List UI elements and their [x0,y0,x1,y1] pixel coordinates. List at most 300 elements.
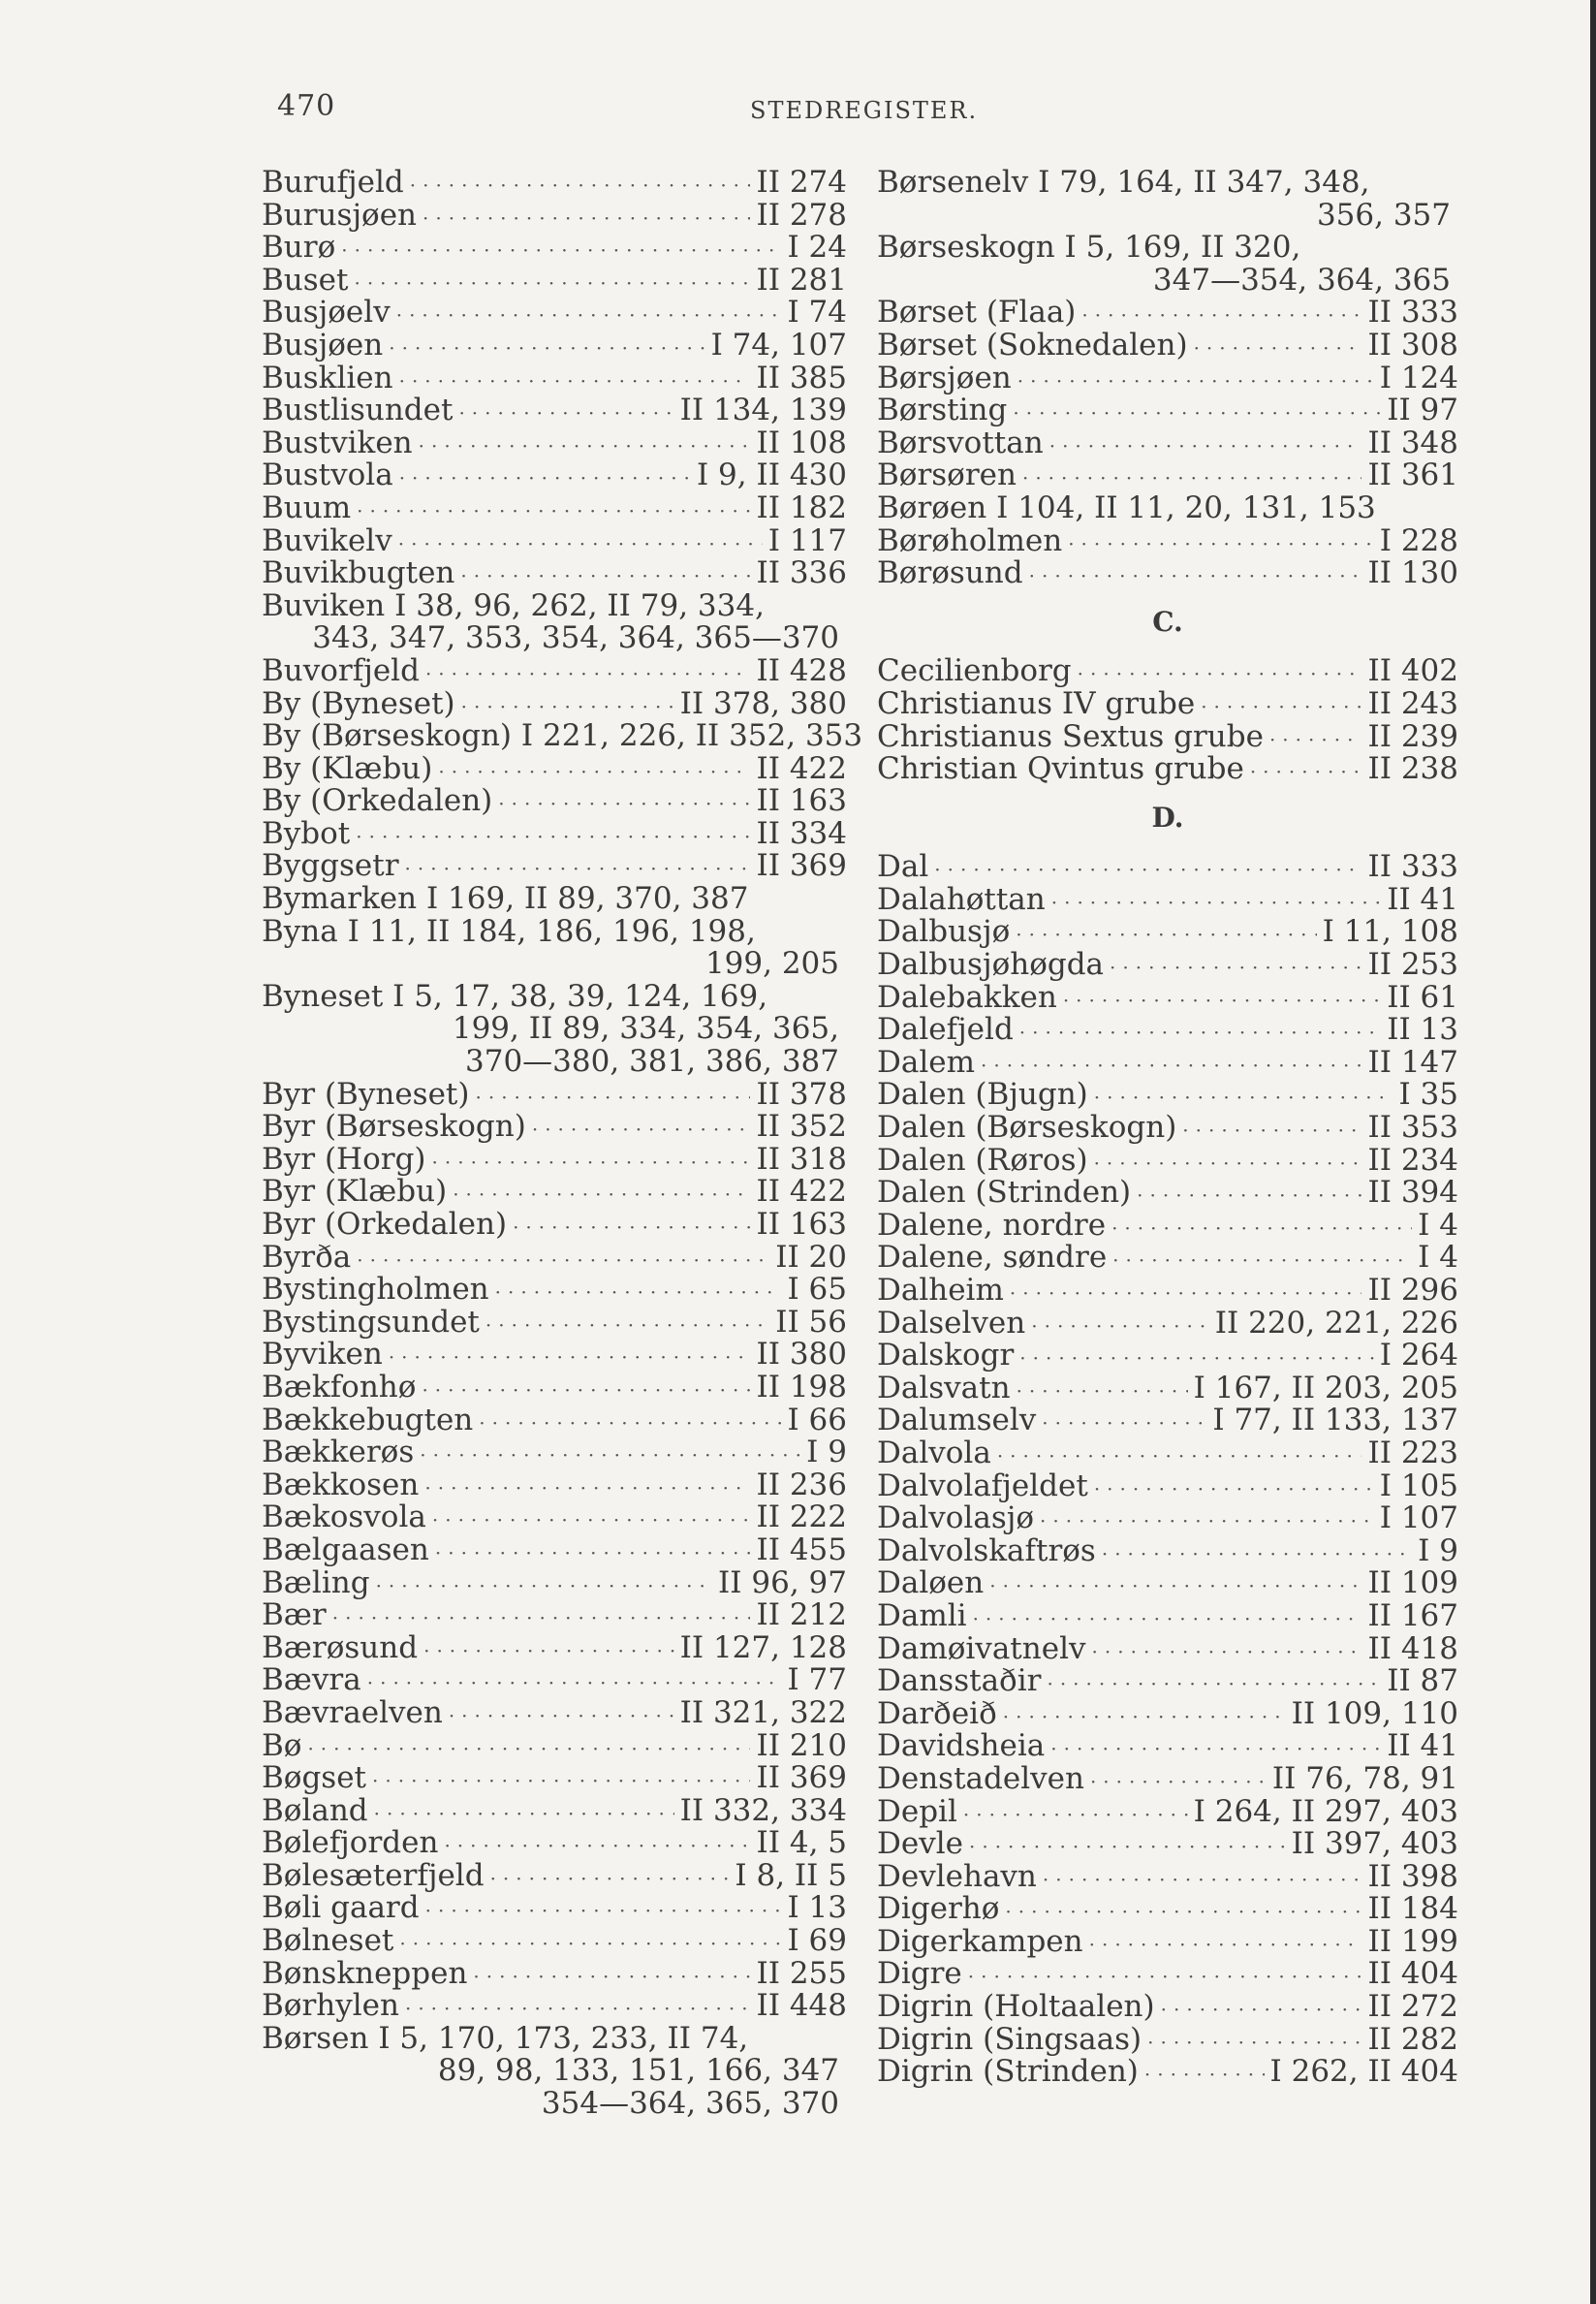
entry-name: Christianus Sextus grube [877,718,1264,754]
entry-pages: II 402 [1367,653,1458,689]
entry-continuation: 89, 98, 133, 151, 166, 347 [437,2053,839,2089]
leader-dots [1144,2059,1265,2092]
entry-pages: II 147 [1367,1044,1458,1080]
leader-dots [498,788,750,821]
index-entry [262,427,847,460]
index-group-d [877,851,1458,2089]
index-entry [877,916,1458,949]
entry-pages: II 109, 110 [1291,1695,1458,1731]
index-entry [262,1827,847,1860]
entry-name: Dalselven [877,1305,1026,1341]
entry-pages: II 378, 380 [679,685,847,721]
leader-dots [1043,1864,1362,1897]
index-entry [877,1470,1458,1503]
entry-name: Damli [877,1597,967,1633]
entry-pages: II 109 [1367,1565,1458,1601]
index-entry [262,1369,847,1404]
entry-name: Byr (Horg) [262,1141,426,1177]
leader-dots [1068,528,1374,561]
index-entry [877,718,1458,754]
index-column-left [262,165,863,2122]
entry-pages: II 4, 5 [756,1825,847,1861]
index-entry [877,522,1458,558]
entry-name: Bævra [262,1662,361,1698]
entry-pages: I 9 [806,1435,847,1470]
leader-dots [356,821,750,854]
index-entry [262,750,847,786]
entry-name: Dalvolskaftrøs [877,1532,1096,1568]
page-header [277,89,1441,128]
index-entry [877,1893,1458,1926]
index-entry [877,685,1458,721]
entry-pages: I 167, II 203, 205 [1193,1370,1458,1405]
entry-pages: II 404 [1367,1956,1458,1992]
entry-name: Byggsetr [262,848,399,884]
leader-dots [444,1830,750,1863]
index-entry [877,949,1458,982]
entry-pages: II 108 [756,425,847,460]
index-column-right [877,167,1458,2089]
index-entry [262,1436,847,1469]
leader-dots [1013,397,1381,430]
entry-name: Bølesæterfjeld [262,1857,485,1893]
leader-dots [420,1439,800,1472]
index-entry [877,1044,1458,1080]
entry-pages: I 9, II 430 [696,458,847,493]
entry-name: Bøland [262,1792,368,1828]
index-entry [877,1567,1458,1600]
leader-dots [399,462,691,495]
entry-name: Buviken I 38, 96, 262, II 79, 334, [262,587,765,623]
leader-dots [532,1114,751,1147]
entry-name: Digerhø [877,1891,1000,1927]
entry-name: Bølneset [262,1923,394,1959]
leader-dots [449,1700,674,1733]
entry-continuation: 354—364, 365, 370 [541,2086,839,2122]
entry-pages: II 332, 334 [679,1792,847,1828]
entry-pages: I 124 [1379,360,1458,395]
entry-name: Byrða [262,1239,352,1275]
leader-dots [513,1212,750,1245]
index-entry [877,1958,1458,1991]
entry-pages: II 20 [775,1239,847,1275]
entry-pages: II 428 [756,652,847,688]
leader-dots [490,1863,730,1896]
entry-pages: II 255 [756,1955,847,1991]
leader-dots [989,1570,1361,1603]
leader-dots [485,1310,769,1342]
leader-dots [495,1277,782,1310]
entry-pages: II 96, 97 [718,1564,847,1600]
entry-pages: II 281 [756,262,847,298]
index-entry [262,459,847,492]
entry-name: Børøholmen [877,522,1063,558]
entry-pages: II 333 [1367,295,1458,331]
entry-pages: II 222 [756,1499,847,1535]
entry-pages: II 127, 128 [679,1629,847,1665]
index-entry [262,1304,847,1340]
leader-dots [1019,1017,1381,1050]
entry-pages: II 296 [1367,1273,1458,1308]
entry-name: Bælgaasen [262,1531,429,1567]
entry-pages: II 56 [775,1304,847,1340]
index-entry [262,1925,847,1958]
entry-name: Dal [877,849,929,885]
index-entry [262,785,847,818]
entry-name: Byviken [262,1337,383,1373]
entry-name: Bækkebugten [262,1402,474,1437]
entry-pages: II 220, 221, 226 [1214,1305,1458,1341]
entry-name: Buum [262,489,352,525]
entry-name: Davidsheia [877,1728,1046,1764]
entry-name: Dansstaðir [877,1663,1042,1699]
entry-name: Dalvola [877,1435,991,1470]
entry-name: Børsen I 5, 170, 173, 233, II 74, [262,2020,749,2056]
index-entry [877,1112,1458,1145]
leader-dots [410,170,751,203]
leader-dots [1137,1180,1361,1213]
entry-name: Byr (Orkedalen) [262,1207,508,1242]
section-heading-d: D. [1151,801,1184,834]
entry-pages: II 455 [756,1531,847,1567]
index-entry [262,1629,847,1665]
entry-name: Byr (Børseskogn) [262,1109,526,1145]
entry-name: Børsjøen [877,360,1012,395]
index-entry [262,1955,847,1991]
entry-pages: II 397, 403 [1291,1826,1458,1862]
entry-pages: I 11, 108 [1322,914,1458,950]
entry-name: Christian Qvintus grube [877,751,1244,787]
entry-pages: I 74 [787,295,847,331]
entry-pages: I 77, II 133, 137 [1212,1403,1458,1438]
index-entry [262,1694,847,1730]
index-entry [262,1141,847,1177]
entry-pages: II 182 [756,489,847,525]
entry-pages: II 243 [1367,685,1458,721]
entry-name: Børseskogn I 5, 169, II 320, [877,230,1301,266]
entry-name: Denstadelven [877,1760,1084,1796]
entry-name: Buvikbugten [262,555,455,591]
entry-pages: I 228 [1379,522,1458,558]
index-entry [262,327,847,363]
leader-dots [425,1895,782,1928]
entry-pages: I 264 [1379,1338,1458,1373]
entry-pages: II 336 [756,555,847,591]
entry-pages: II 333 [1367,849,1458,885]
entry-name: Dalheim [877,1273,1004,1308]
index-entry [877,753,1458,786]
entry-pages: II 134, 139 [679,393,847,428]
index-entry [877,1177,1458,1210]
entry-name: Dalene, nordre [877,1207,1107,1243]
entry-continuation: 199, 205 [704,946,839,982]
entry-name: Darðeið [877,1695,997,1731]
index-entry [262,557,847,590]
entry-name: Børsvottan [877,425,1044,460]
leader-dots [1042,1407,1206,1440]
entry-name: Buvorfjeld [262,652,420,688]
entry-name: Dalskogr [877,1338,1015,1373]
entry-pages: I 105 [1379,1468,1458,1503]
entry-name: Dalem [877,1044,975,1080]
index-entry [262,1076,847,1112]
entry-name: Dalen (Børseskogn) [877,1110,1177,1146]
leader-dots [1031,1310,1208,1343]
index-entry [877,1630,1458,1666]
entry-pages: II 61 [1387,979,1458,1015]
leader-dots [424,1472,750,1505]
entry-name: Dalsvatn [877,1370,1011,1405]
index-entry [877,1532,1458,1568]
entry-name: By (Børseskogn) I 221, 226, II 352, 353 [262,718,863,754]
index-entry [262,815,847,851]
leader-dots [473,1961,750,1994]
entry-name: Devlehavn [877,1858,1037,1894]
index-entry [877,360,1458,395]
leader-dots [1250,756,1362,789]
index-entry [262,1274,847,1307]
entry-pages: I 117 [767,522,847,558]
entry-pages: II 199 [1367,1923,1458,1959]
leader-dots [422,203,750,236]
index-entry [877,1404,1458,1437]
entry-pages: I 4 [1418,1207,1458,1243]
index-entry [877,1340,1458,1373]
index-entry [877,489,1458,525]
running-title: STEDREGISTER. [750,97,979,124]
index-entry [262,685,847,721]
entry-name: Børøen I 104, II 11, 20, 131, 153 [877,489,1376,525]
entry-name: Bølefjorden [262,1825,439,1861]
index-entry [262,1531,847,1567]
index-entry [877,232,1458,265]
entry-name: Byr (Byneset) [262,1076,470,1112]
entry-name: Burø [262,230,336,266]
leader-dots [1111,1213,1412,1246]
index-entry [877,557,1458,590]
index-entry [877,1014,1458,1047]
index-entry [262,522,847,558]
entry-pages: II 253 [1367,947,1458,983]
leader-dots [1049,430,1362,463]
entry-pages: II 223 [1367,1435,1458,1470]
index-entry [877,1437,1458,1470]
entry-name: Cecilienborg [877,653,1072,689]
index-entry [262,1990,847,2023]
index-entry [877,1207,1458,1243]
entry-name: Bækfonhø [262,1369,417,1404]
leader-dots [376,1570,712,1603]
entry-name: Børhylen [262,1988,399,2024]
index-entry [262,1209,847,1242]
entry-name: Dalefjeld [877,1012,1014,1048]
entry-pages: II 318 [756,1141,847,1177]
entry-name: Bymarken I 169, II 89, 370, 387 [262,881,749,917]
page-number: 470 [277,89,336,123]
entry-pages: I 77 [787,1662,847,1698]
entry-pages: II 236 [756,1467,847,1502]
index-entry [262,913,847,949]
entry-pages: I 107 [1379,1500,1458,1536]
entry-name: Børsenelv I 79, 164, II 347, 348, [877,165,1370,200]
leader-dots [1102,1538,1412,1571]
entry-pages: II 282 [1367,2021,1458,2057]
index-entry [262,587,847,623]
entry-name: Bøgset [262,1760,367,1796]
index-entry [877,1242,1458,1275]
entry-continuation: 343, 347, 353, 354, 364, 365—370 [312,620,839,656]
entry-pages: II 394 [1367,1175,1458,1211]
entry-name: Dalahøttan [877,881,1046,917]
entry-name: Depil [877,1793,957,1829]
leader-dots [341,235,781,268]
index-entry [877,1858,1458,1894]
section-heading-c: C. [1152,605,1183,638]
entry-name: Digerkampen [877,1923,1083,1959]
entry-pages: II 41 [1387,881,1458,917]
index-entry [262,1239,847,1275]
index-entry [877,1695,1458,1731]
leader-dots [354,268,750,300]
leader-dots [1194,332,1362,365]
index-entry [262,1664,847,1697]
entry-name: Dalvolafjeldet [877,1468,1088,1503]
index-entry [877,1760,1458,1796]
entry-pages: II 378 [756,1076,847,1112]
index-entry [262,1792,847,1828]
index-entry [877,1370,1458,1405]
entry-name: Bækkerøs [262,1435,415,1470]
entry-pages: II 210 [756,1727,847,1763]
entry-pages: II 369 [756,1760,847,1796]
leader-dots [1063,985,1381,1018]
entry-name: Bystingsundet [262,1304,480,1340]
leader-dots [1269,724,1362,757]
leader-dots [307,1733,750,1766]
leader-dots [1017,365,1374,398]
index-entry [877,1597,1458,1633]
entry-pages: II 198 [756,1369,847,1404]
entry-name: Damøivatnelv [877,1630,1086,1666]
entry-name: Bøli gaard [262,1890,420,1926]
entry-pages: II 278 [756,197,847,233]
leader-dots [479,1407,781,1440]
leader-dots [1003,1701,1286,1734]
entry-pages: I 262, II 404 [1269,2054,1458,2090]
entry-pages: II 398 [1367,1858,1458,1894]
index-entry [877,655,1458,688]
entry-pages: II 418 [1367,1630,1458,1666]
entry-name: Dalen (Strinden) [877,1175,1132,1211]
entry-name: Bærøsund [262,1629,419,1665]
entry-name: Bystingholmen [262,1272,489,1308]
entry-name: Dalvolasjø [877,1500,1035,1536]
index-entry [262,1176,847,1209]
entry-name: Digrin (Singsaas) [877,2021,1142,2057]
entry-continuation: 347—354, 364, 365 [1152,262,1451,298]
entry-pages: II 334 [756,815,847,851]
leader-dots [458,397,673,430]
entry-pages: II 308 [1367,327,1458,363]
leader-dots [1029,560,1362,593]
entry-name: Bø [262,1727,302,1763]
index-entry [877,1142,1458,1178]
leader-dots [1094,1148,1362,1181]
index-entry [262,978,847,1014]
scan-edge [1590,0,1596,2304]
entry-continuation: 370—380, 381, 386, 387 [465,1044,839,1080]
index-entry [262,262,847,298]
entry-pages: II 97 [1387,393,1458,428]
index-entry [262,489,847,525]
entry-pages: II 163 [756,1207,847,1242]
index-entry [877,1991,1458,2024]
leader-dots [389,332,704,365]
index-entry [877,1305,1458,1341]
index-entry [877,2056,1458,2089]
index-entry [877,1079,1458,1112]
entry-pages: I 35 [1398,1077,1458,1113]
entry-name: Børset (Soknedalen) [877,327,1188,363]
index-entry [262,1469,847,1502]
entry-name: Bønskneppen [262,1955,468,1991]
entry-pages: II 274 [756,165,847,200]
entry-name: Bustlisundet [262,393,454,428]
index-entry [877,459,1458,492]
index-group-c [877,655,1458,785]
entry-name: Bæling [262,1564,370,1600]
index-entry [262,1857,847,1893]
entry-continuation: 356, 357 [1316,197,1451,233]
index-entry [262,1501,847,1534]
entry-name: Digrin (Strinden) [877,2054,1139,2090]
entry-pages: II 13 [1387,1012,1458,1048]
entry-pages: II 272 [1367,1989,1458,2025]
entry-name: Dalen (Bjugn) [877,1077,1088,1113]
index-entry [877,167,1458,200]
entry-pages: II 422 [756,750,847,786]
index-entry [262,850,847,883]
entry-pages: II 130 [1367,555,1458,591]
index-group-b [877,167,1458,590]
index-entry [262,2020,847,2056]
entry-name: Digrin (Holtaalen) [877,1989,1155,2025]
index-entry [877,1923,1458,1959]
entry-name: Burusjøen [262,197,418,233]
index-entry [877,979,1458,1015]
index-entry [262,232,847,265]
leader-dots [963,1799,1188,1832]
entry-name: Børøsund [877,555,1023,591]
leader-dots [357,495,750,528]
entry-name: Busklien [262,360,393,395]
entry-continuation: 199, II 89, 334, 354, 365, [452,1011,839,1047]
entry-pages: I 9 [1418,1532,1458,1568]
entry-name: Busjøelv [262,295,391,331]
leader-dots [1094,1473,1374,1506]
index-entry [877,427,1458,460]
entry-name: Byr (Klæbu) [262,1174,448,1210]
index-entry [877,1828,1458,1861]
entry-name: Bækkosen [262,1467,420,1502]
index-entry [262,1892,847,1925]
entry-pages: II 348 [1367,425,1458,460]
index-entry [877,327,1458,363]
entry-name: Dalen (Røros) [877,1142,1088,1178]
entry-name: Burufjeld [262,165,404,200]
entry-name: Dalene, søndre [877,1240,1108,1276]
entry-name: Dalbusjø [877,914,1011,950]
